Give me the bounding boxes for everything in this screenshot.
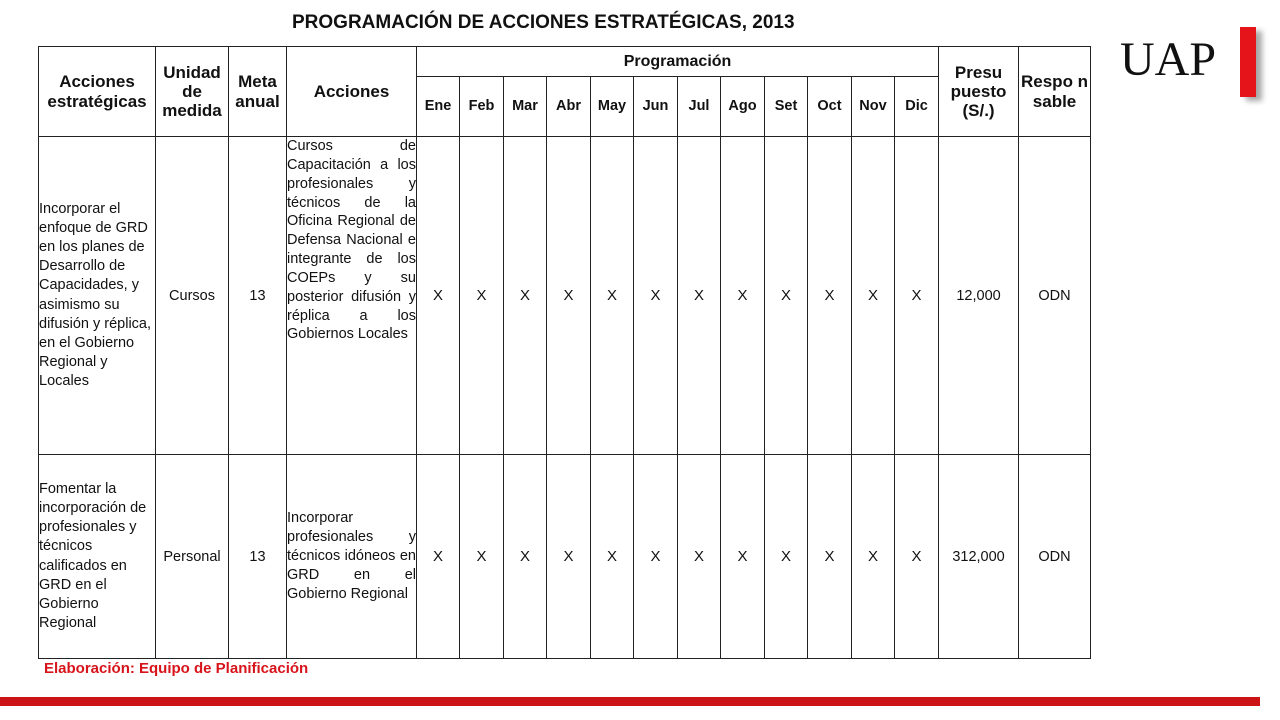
meta-cell: 13	[229, 137, 287, 455]
month-header: May	[591, 77, 634, 137]
table-row	[39, 137, 1091, 455]
month-mark: X	[504, 137, 547, 455]
month-mark: X	[808, 137, 852, 455]
accion-cell: Cursos de Capacitación a los profesionales y técnicos de la Oficina Regional de Defensa Nacional e integrante de los COEPs y su posterior difusión y réplica a los Gobiernos Locales	[287, 137, 417, 455]
header-presupuesto: Presu puesto (S/.)	[939, 47, 1019, 137]
month-mark: X	[765, 137, 808, 455]
month-header: Ago	[721, 77, 765, 137]
footer-credit: Elaboración: Equipo de Planificación	[44, 660, 309, 677]
logo-accent-bar	[1240, 27, 1256, 97]
month-header: Oct	[808, 77, 852, 137]
uap-logo: UAP	[1120, 33, 1217, 86]
month-header: Dic	[895, 77, 939, 137]
month-mark: X	[417, 455, 460, 659]
month-header: Jun	[634, 77, 678, 137]
presupuesto-cell: 12,000	[939, 137, 1019, 455]
responsable-cell: ODN	[1019, 137, 1091, 455]
programacion-table	[38, 46, 1091, 659]
month-mark: X	[547, 455, 591, 659]
month-mark: X	[634, 137, 678, 455]
month-header: Abr	[547, 77, 591, 137]
month-mark: X	[895, 137, 939, 455]
month-header: Set	[765, 77, 808, 137]
month-mark: X	[852, 137, 895, 455]
month-mark: X	[721, 455, 765, 659]
month-mark: X	[460, 137, 504, 455]
month-mark: X	[678, 137, 721, 455]
accion-estrategica-cell: Fomentar la incorporación de profesionales y técnicos calificados en GRD en el Gobierno Regional	[39, 455, 156, 659]
month-header: Ene	[417, 77, 460, 137]
month-mark: X	[721, 137, 765, 455]
header-unidad-medida: Unidad de medida	[156, 47, 229, 137]
month-header: Jul	[678, 77, 721, 137]
header-responsable: Respo n sable	[1019, 47, 1091, 137]
month-header: Mar	[504, 77, 547, 137]
month-mark: X	[591, 137, 634, 455]
month-mark: X	[678, 455, 721, 659]
meta-cell: 13	[229, 455, 287, 659]
month-mark: X	[852, 455, 895, 659]
bottom-accent-line	[0, 697, 1260, 706]
accion-cell: Incorporar profesionales y técnicos idóneos en GRD en el Gobierno Regional	[287, 455, 417, 659]
month-mark: X	[417, 137, 460, 455]
month-mark: X	[634, 455, 678, 659]
unidad-cell: Cursos	[156, 137, 229, 455]
header-meta-anual: Meta anual	[229, 47, 287, 137]
month-mark: X	[504, 455, 547, 659]
month-mark: X	[591, 455, 634, 659]
month-header: Feb	[460, 77, 504, 137]
month-mark: X	[808, 455, 852, 659]
month-mark: X	[547, 137, 591, 455]
presupuesto-cell: 312,000	[939, 455, 1019, 659]
month-mark: X	[460, 455, 504, 659]
responsable-cell: ODN	[1019, 455, 1091, 659]
month-mark: X	[895, 455, 939, 659]
unidad-cell: Personal	[156, 455, 229, 659]
header-acciones: Acciones	[287, 47, 417, 137]
page-title: PROGRAMACIÓN DE ACCIONES ESTRATÉGICAS, 2013	[292, 12, 795, 33]
header-programacion: Programación	[417, 47, 939, 77]
accion-estrategica-cell: Incorporar el enfoque de GRD en los planes de Desarrollo de Capacidades, y asimismo su difusión y réplica, en el Gobierno Regional y Locales	[39, 137, 156, 455]
table-row	[39, 455, 1091, 659]
header-acciones-estrategicas: Acciones estratégicas	[39, 47, 156, 137]
month-mark: X	[765, 455, 808, 659]
month-header: Nov	[852, 77, 895, 137]
